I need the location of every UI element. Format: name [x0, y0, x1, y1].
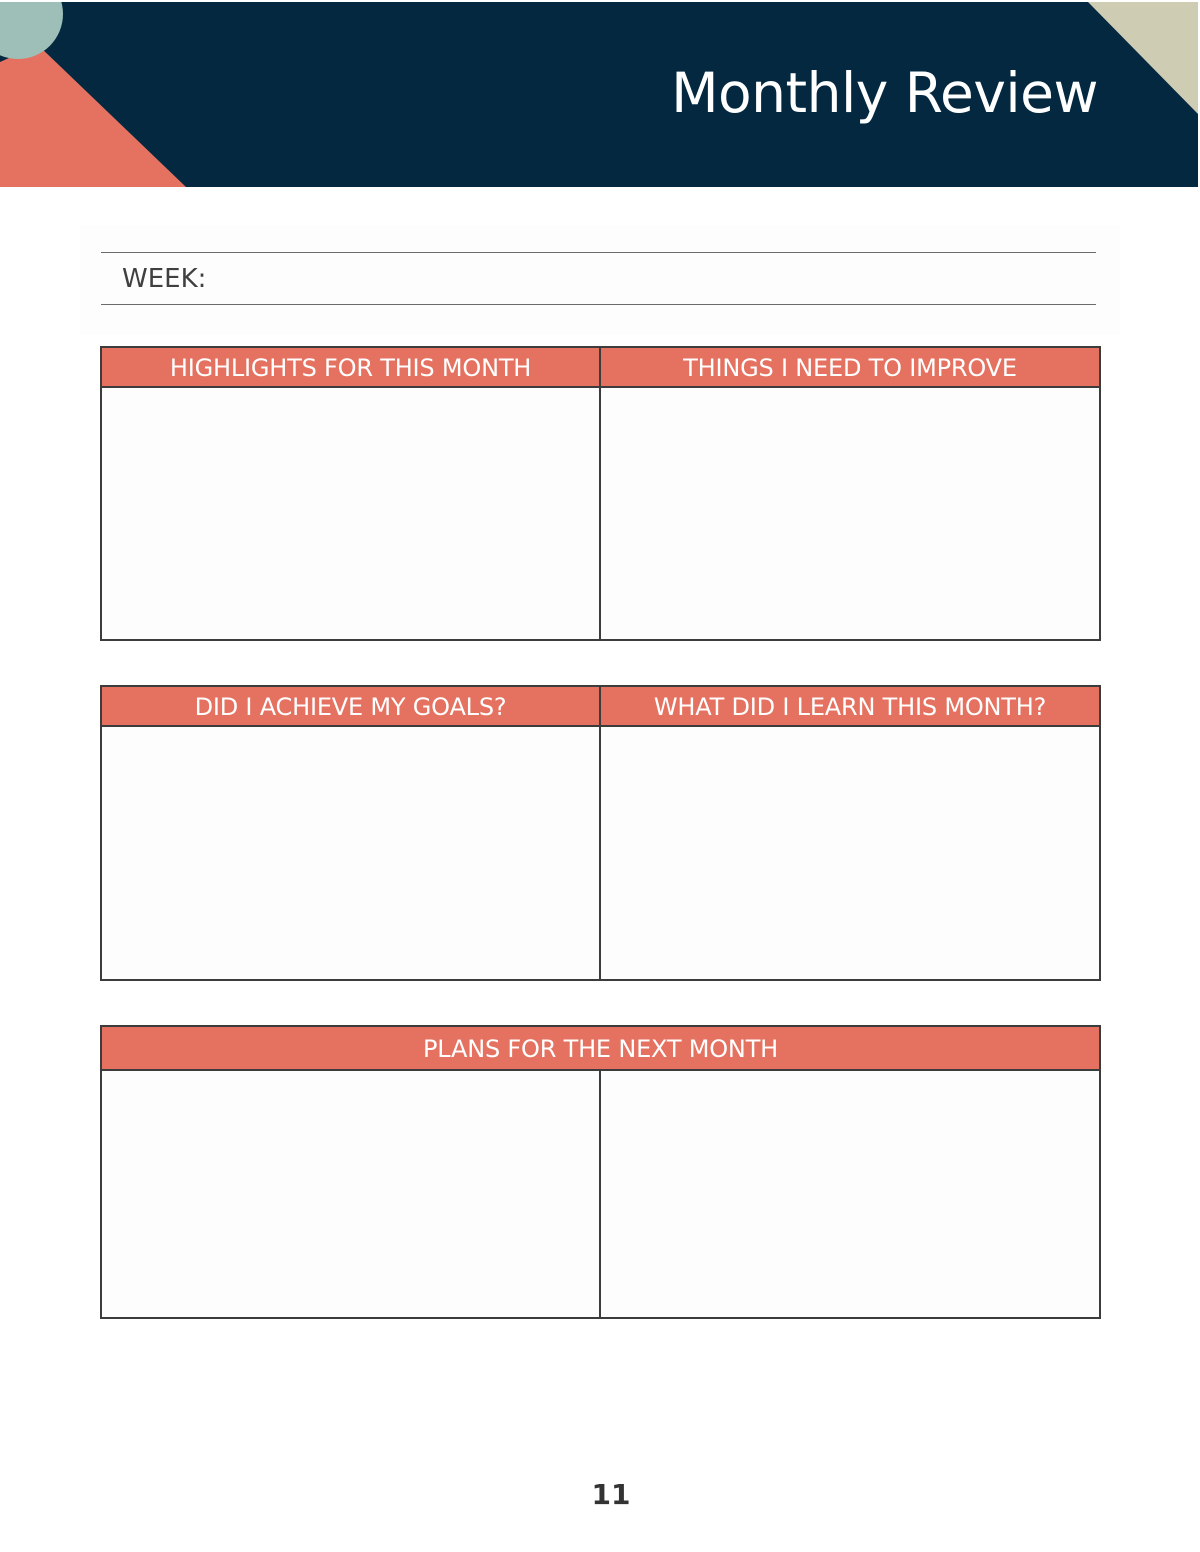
review-row-2 — [100, 685, 1101, 981]
coral-triangle-shape — [0, 45, 186, 187]
highlights-box — [100, 346, 601, 641]
header-banner — [0, 2, 1198, 187]
highlights-writing-area[interactable] — [102, 388, 599, 639]
goals-box — [100, 685, 601, 981]
week-label: WEEK: — [122, 264, 207, 294]
goals-heading: DID I ACHIEVE MY GOALS? — [102, 687, 599, 727]
review-row-1 — [100, 346, 1101, 641]
improve-writing-area[interactable] — [601, 388, 1099, 639]
teal-circle-shape — [0, 2, 63, 59]
improve-heading: THINGS I NEED TO IMPROVE — [601, 348, 1099, 388]
review-row-3 — [100, 1025, 1101, 1319]
goals-writing-area[interactable] — [102, 727, 599, 979]
plans-heading: PLANS FOR THE NEXT MONTH — [102, 1027, 1099, 1071]
sand-corner-shape — [1088, 2, 1198, 114]
week-top-rule — [101, 252, 1096, 253]
plans-column-divider — [599, 1069, 601, 1317]
learn-heading: WHAT DID I LEARN THIS MONTH? — [601, 687, 1099, 727]
week-bottom-rule — [101, 304, 1096, 305]
page-number: 11 — [591, 1478, 631, 1511]
learn-box — [599, 685, 1101, 981]
page-title: Monthly Review — [671, 61, 1098, 125]
improve-box — [599, 346, 1101, 641]
plans-box — [100, 1025, 1101, 1319]
highlights-heading: HIGHLIGHTS FOR THIS MONTH — [102, 348, 599, 388]
week-area — [80, 225, 1120, 335]
learn-writing-area[interactable] — [601, 727, 1099, 979]
